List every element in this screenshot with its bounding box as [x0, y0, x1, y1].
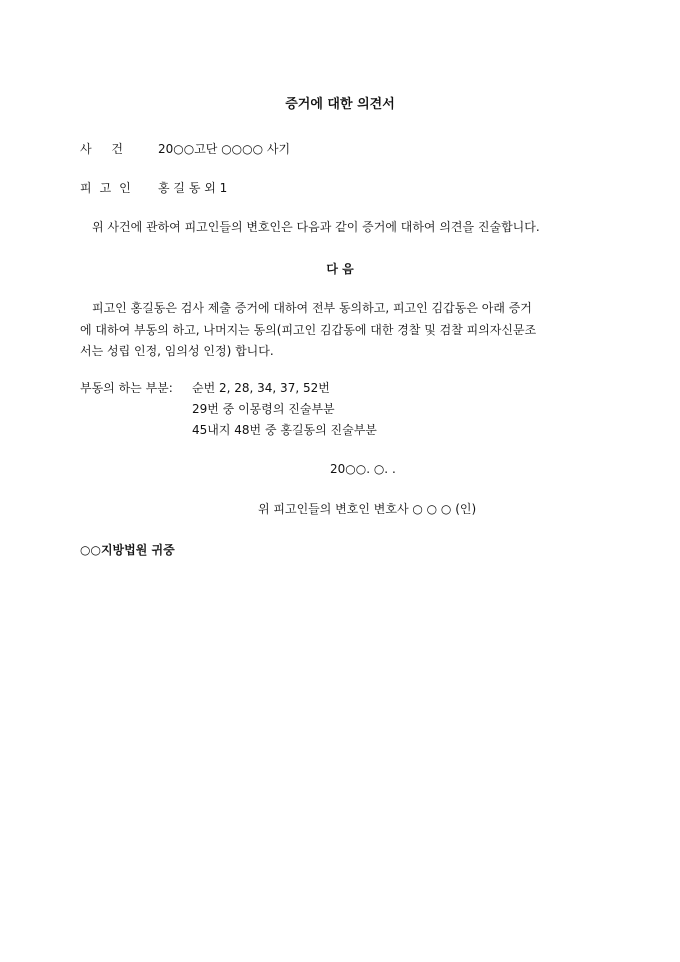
paragraph-line-3: 서는 성립 인정, 임의성 인정) 합니다. — [80, 344, 274, 358]
paragraph-line-2: 에 대하여 부동의 하고, 나머지는 동의(피고인 김갑동에 대한 경찰 및 검찰 피의자신문조 — [80, 323, 537, 337]
section-heading: 다 음 — [326, 262, 354, 276]
disagree-item-2: 29번 중 이몽령의 진술부분 — [192, 402, 335, 416]
defendant-row — [80, 181, 227, 195]
disagree-item-3: 45내지 48번 중 홍길동의 진술부분 — [192, 423, 377, 437]
case-label: 사 건 — [80, 142, 131, 156]
document-title: 증거에 대한 의견서 — [285, 97, 395, 112]
intro-text: 위 사건에 관하여 피고인들의 변호인은 다음과 같이 증거에 대하여 의견을 진술합니다. — [92, 220, 540, 234]
document-date: 20○○. ○. . — [330, 462, 396, 476]
defendant-value: 홍 길 동 외 1 — [158, 181, 228, 195]
case-value: 20○○고단 ○○○○ 사기 — [158, 142, 291, 156]
case-row — [80, 142, 290, 156]
disagree-label: 부동의 하는 부분: — [80, 381, 173, 395]
disagree-item-1: 순번 2, 28, 34, 37, 52번 — [192, 381, 330, 395]
paragraph-line-1: 피고인 홍길동은 검사 제출 증거에 대하여 전부 동의하고, 피고인 김갑동은 아래 증거 — [92, 301, 532, 315]
court-recipient: ○○지방법원 귀중 — [80, 543, 175, 557]
signature-line: 위 피고인들의 변호인 변호사 ○ ○ ○ (인) — [258, 502, 477, 516]
defendant-label: 피고인 — [80, 181, 139, 195]
